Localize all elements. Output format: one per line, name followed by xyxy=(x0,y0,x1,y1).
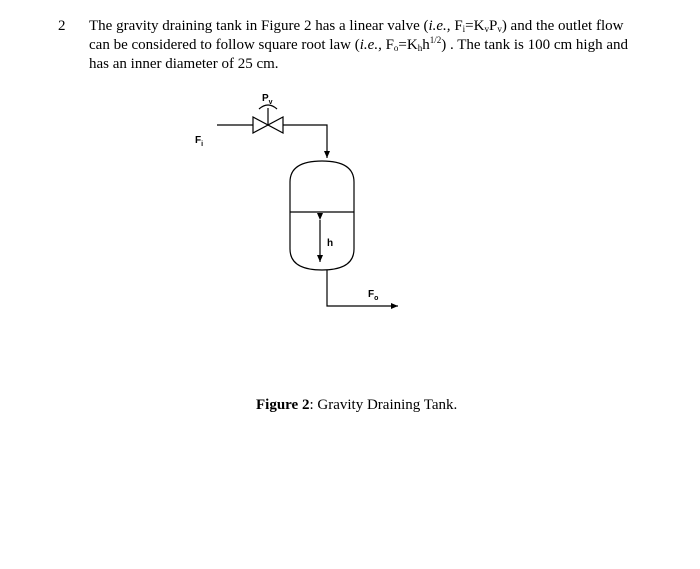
label-fi: $F_i$ xyxy=(195,135,204,148)
inlet-pipe-to-tank xyxy=(283,125,327,158)
label-pv: $P_v$ xyxy=(262,93,273,106)
outlet-pipe xyxy=(327,270,398,306)
question-line-1: The gravity draining tank in Figure 2 has a linear valve (i.e., $F_i=K_vP_v$) and the outlet flow xyxy=(89,18,624,34)
label-h: h xyxy=(327,238,334,249)
figure-caption: Figure 2: Gravity Draining Tank. xyxy=(256,397,458,413)
tank-vessel xyxy=(290,161,354,270)
control-valve xyxy=(253,105,283,133)
question-line-2: can be considered to follow square root law (i.e., $F_o=K_hh^{1/2}$) . The tank is 100 cm high and xyxy=(89,35,629,53)
label-fo: $F_o$ xyxy=(368,289,379,302)
question-number: 2 xyxy=(58,18,66,34)
question-line-3: has an inner diameter of 25 cm. xyxy=(89,56,279,72)
